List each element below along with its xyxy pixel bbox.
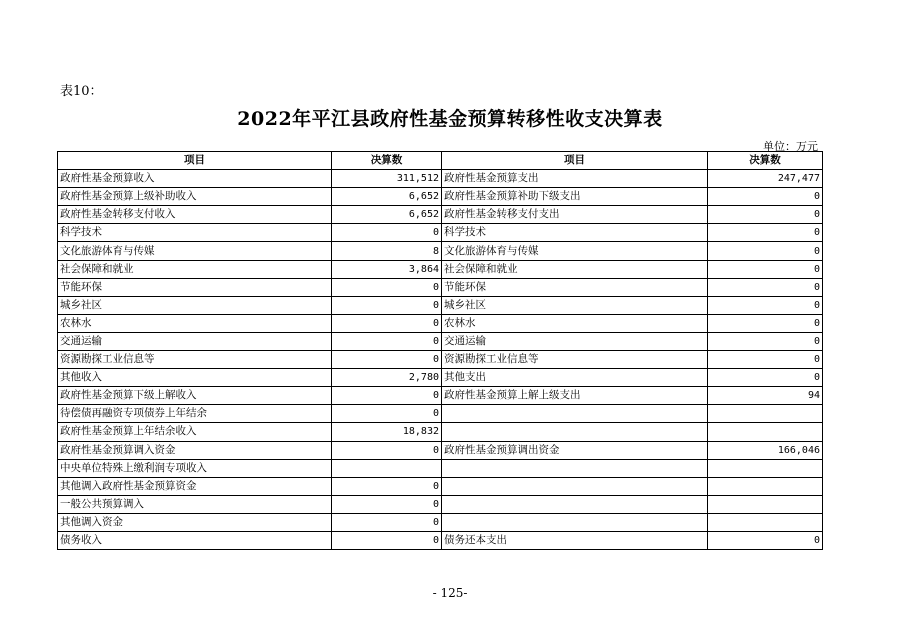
right-value-cell: 0	[708, 242, 823, 260]
table-row	[58, 477, 823, 495]
right-value-cell: 0	[708, 296, 823, 314]
left-value-cell: 0	[332, 513, 442, 531]
left-value-cell: 0	[332, 224, 442, 242]
header-right-item: 项目	[442, 152, 708, 170]
left-value-cell: 311,512	[332, 170, 442, 188]
right-item-cell	[442, 477, 708, 495]
right-item-cell: 交通运输	[442, 332, 708, 350]
right-item-cell	[442, 495, 708, 513]
right-item-cell: 城乡社区	[442, 296, 708, 314]
left-value-cell: 0	[332, 477, 442, 495]
left-item-cell: 节能环保	[58, 278, 332, 296]
table-row	[58, 260, 823, 278]
right-value-cell: 0	[708, 332, 823, 350]
right-item-cell: 债务还本支出	[442, 531, 708, 549]
right-value-cell: 0	[708, 531, 823, 549]
right-item-cell	[442, 459, 708, 477]
table-row	[58, 441, 823, 459]
table-row	[58, 170, 823, 188]
table-row	[58, 369, 823, 387]
right-value-cell	[708, 513, 823, 531]
budget-table	[57, 151, 823, 550]
table-row	[58, 332, 823, 350]
left-item-cell: 其他调入资金	[58, 513, 332, 531]
left-value-cell: 0	[332, 495, 442, 513]
left-item-cell: 政府性基金预算上级补助收入	[58, 188, 332, 206]
left-item-cell: 文化旅游体育与传媒	[58, 242, 332, 260]
right-item-cell: 其他支出	[442, 369, 708, 387]
header-left-item: 项目	[58, 152, 332, 170]
right-value-cell: 0	[708, 188, 823, 206]
left-item-cell: 其他收入	[58, 369, 332, 387]
table-row	[58, 513, 823, 531]
table-row	[58, 405, 823, 423]
left-item-cell: 科学技术	[58, 224, 332, 242]
right-value-cell: 0	[708, 260, 823, 278]
table-row	[58, 242, 823, 260]
left-item-cell: 债务收入	[58, 531, 332, 549]
table-row	[58, 296, 823, 314]
left-value-cell: 6,652	[332, 206, 442, 224]
left-value-cell: 3,864	[332, 260, 442, 278]
left-value-cell: 2,780	[332, 369, 442, 387]
right-item-cell	[442, 513, 708, 531]
left-value-cell: 8	[332, 242, 442, 260]
header-left-value: 决算数	[332, 152, 442, 170]
table-row	[58, 387, 823, 405]
left-value-cell: 0	[332, 531, 442, 549]
left-item-cell: 政府性基金预算下级上解收入	[58, 387, 332, 405]
left-value-cell: 0	[332, 296, 442, 314]
right-value-cell: 0	[708, 351, 823, 369]
right-value-cell: 0	[708, 369, 823, 387]
right-value-cell	[708, 495, 823, 513]
header-right-value: 决算数	[708, 152, 823, 170]
right-item-cell: 资源勘探工业信息等	[442, 351, 708, 369]
left-item-cell: 待偿债再融资专项债券上年结余	[58, 405, 332, 423]
right-value-cell: 247,477	[708, 170, 823, 188]
unit-label: 单位：万元	[763, 140, 818, 153]
left-value-cell: 0	[332, 441, 442, 459]
table-row	[58, 495, 823, 513]
left-item-cell: 城乡社区	[58, 296, 332, 314]
left-value-cell: 18,832	[332, 423, 442, 441]
left-value-cell: 0	[332, 405, 442, 423]
right-value-cell: 166,046	[708, 441, 823, 459]
right-item-cell: 科学技术	[442, 224, 708, 242]
left-value-cell	[332, 459, 442, 477]
right-value-cell: 94	[708, 387, 823, 405]
left-item-cell: 政府性基金转移支付收入	[58, 206, 332, 224]
right-item-cell	[442, 423, 708, 441]
left-item-cell: 一般公共预算调入	[58, 495, 332, 513]
right-item-cell: 政府性基金预算调出资金	[442, 441, 708, 459]
page-number: - 125-	[432, 586, 468, 600]
table-number: 表10：	[60, 84, 103, 99]
left-item-cell: 资源勘探工业信息等	[58, 351, 332, 369]
right-value-cell	[708, 477, 823, 495]
right-item-cell: 政府性基金预算支出	[442, 170, 708, 188]
table-row	[58, 423, 823, 441]
right-value-cell: 0	[708, 206, 823, 224]
left-item-cell: 政府性基金预算调入资金	[58, 441, 332, 459]
document-title: 2022年平江县政府性基金预算转移性收支决算表	[237, 108, 663, 130]
right-item-cell: 政府性基金预算上解上级支出	[442, 387, 708, 405]
right-item-cell: 文化旅游体育与传媒	[442, 242, 708, 260]
left-item-cell: 社会保障和就业	[58, 260, 332, 278]
left-value-cell: 6,652	[332, 188, 442, 206]
table-row	[58, 224, 823, 242]
right-value-cell: 0	[708, 224, 823, 242]
right-item-cell: 农林水	[442, 314, 708, 332]
left-item-cell: 其他调入政府性基金预算资金	[58, 477, 332, 495]
table-row	[58, 206, 823, 224]
table-row	[58, 188, 823, 206]
table-row	[58, 351, 823, 369]
table-row	[58, 314, 823, 332]
left-value-cell: 0	[332, 387, 442, 405]
right-item-cell: 政府性基金转移支付支出	[442, 206, 708, 224]
left-value-cell: 0	[332, 332, 442, 350]
table-row	[58, 278, 823, 296]
left-value-cell: 0	[332, 314, 442, 332]
table-row	[58, 531, 823, 549]
table-header	[58, 152, 823, 170]
left-item-cell: 政府性基金预算收入	[58, 170, 332, 188]
left-value-cell: 0	[332, 278, 442, 296]
left-item-cell: 政府性基金预算上年结余收入	[58, 423, 332, 441]
table-row	[58, 459, 823, 477]
right-item-cell	[442, 405, 708, 423]
right-item-cell: 政府性基金预算补助下级支出	[442, 188, 708, 206]
right-value-cell	[708, 459, 823, 477]
right-item-cell: 节能环保	[442, 278, 708, 296]
right-value-cell: 0	[708, 314, 823, 332]
table-body	[58, 170, 823, 550]
right-value-cell	[708, 423, 823, 441]
left-item-cell: 中央单位特殊上缴利润专项收入	[58, 459, 332, 477]
right-value-cell: 0	[708, 278, 823, 296]
right-value-cell	[708, 405, 823, 423]
left-item-cell: 农林水	[58, 314, 332, 332]
left-value-cell: 0	[332, 351, 442, 369]
right-item-cell: 社会保障和就业	[442, 260, 708, 278]
header-row	[58, 152, 823, 170]
left-item-cell: 交通运输	[58, 332, 332, 350]
